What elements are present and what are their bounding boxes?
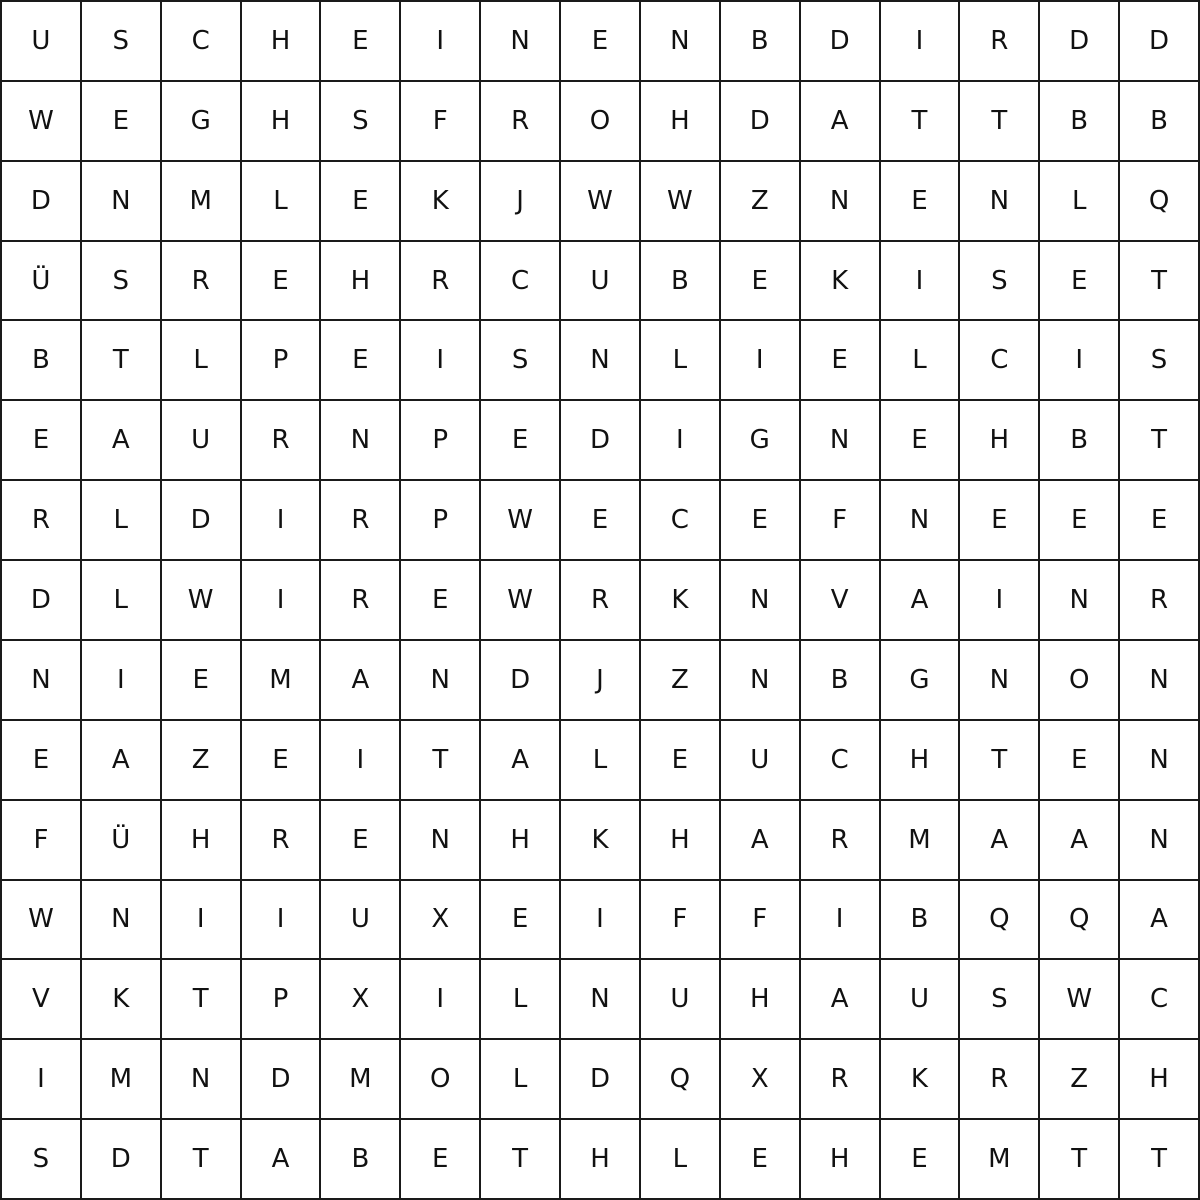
grid-cell-r13-c9[interactable]: U [641, 960, 721, 1040]
grid-cell-r3-c6[interactable]: K [401, 162, 481, 242]
grid-cell-r15-c10[interactable]: E [721, 1120, 801, 1200]
grid-cell-r2-c12[interactable]: T [881, 82, 961, 162]
grid-cell-r11-c11[interactable]: R [801, 801, 881, 881]
grid-cell-r11-c15[interactable]: N [1120, 801, 1200, 881]
grid-cell-r2-c9[interactable]: H [641, 82, 721, 162]
grid-cell-r15-c15[interactable]: T [1120, 1120, 1200, 1200]
grid-cell-r2-c13[interactable]: T [960, 82, 1040, 162]
grid-cell-r9-c3[interactable]: E [162, 641, 242, 721]
grid-cell-r13-c8[interactable]: N [561, 960, 641, 1040]
grid-cell-r2-c11[interactable]: A [801, 82, 881, 162]
grid-cell-r8-c10[interactable]: N [721, 561, 801, 641]
grid-cell-r1-c9[interactable]: N [641, 2, 721, 82]
grid-cell-r9-c10[interactable]: N [721, 641, 801, 721]
grid-cell-r15-c1[interactable]: S [2, 1120, 82, 1200]
grid-cell-r9-c8[interactable]: J [561, 641, 641, 721]
grid-cell-r6-c12[interactable]: E [881, 401, 961, 481]
grid-cell-r15-c13[interactable]: M [960, 1120, 1040, 1200]
grid-cell-r8-c12[interactable]: A [881, 561, 961, 641]
grid-cell-r4-c13[interactable]: S [960, 242, 1040, 322]
grid-cell-r11-c4[interactable]: R [242, 801, 322, 881]
grid-cell-r13-c5[interactable]: X [321, 960, 401, 1040]
grid-cell-r1-c1[interactable]: U [2, 2, 82, 82]
grid-cell-r8-c9[interactable]: K [641, 561, 721, 641]
grid-cell-r15-c5[interactable]: B [321, 1120, 401, 1200]
grid-cell-r2-c3[interactable]: G [162, 82, 242, 162]
grid-cell-r5-c14[interactable]: I [1040, 321, 1120, 401]
grid-cell-r2-c10[interactable]: D [721, 82, 801, 162]
grid-cell-r13-c15[interactable]: C [1120, 960, 1200, 1040]
grid-cell-r8-c7[interactable]: W [481, 561, 561, 641]
grid-cell-r11-c13[interactable]: A [960, 801, 1040, 881]
grid-cell-r12-c7[interactable]: E [481, 881, 561, 961]
grid-cell-r8-c2[interactable]: L [82, 561, 162, 641]
grid-cell-r12-c13[interactable]: Q [960, 881, 1040, 961]
grid-cell-r6-c1[interactable]: E [2, 401, 82, 481]
grid-cell-r3-c9[interactable]: W [641, 162, 721, 242]
grid-cell-r14-c14[interactable]: Z [1040, 1040, 1120, 1120]
grid-cell-r2-c6[interactable]: F [401, 82, 481, 162]
grid-cell-r7-c6[interactable]: P [401, 481, 481, 561]
grid-cell-r15-c6[interactable]: E [401, 1120, 481, 1200]
grid-cell-r11-c5[interactable]: E [321, 801, 401, 881]
grid-cell-r8-c3[interactable]: W [162, 561, 242, 641]
grid-cell-r14-c15[interactable]: H [1120, 1040, 1200, 1120]
grid-cell-r3-c10[interactable]: Z [721, 162, 801, 242]
grid-cell-r3-c4[interactable]: L [242, 162, 322, 242]
grid-cell-r6-c13[interactable]: H [960, 401, 1040, 481]
grid-cell-r10-c15[interactable]: N [1120, 721, 1200, 801]
grid-cell-r1-c8[interactable]: E [561, 2, 641, 82]
grid-cell-r11-c6[interactable]: N [401, 801, 481, 881]
grid-cell-r10-c13[interactable]: T [960, 721, 1040, 801]
grid-cell-r7-c15[interactable]: E [1120, 481, 1200, 561]
grid-cell-r13-c4[interactable]: P [242, 960, 322, 1040]
grid-cell-r8-c14[interactable]: N [1040, 561, 1120, 641]
grid-cell-r14-c7[interactable]: L [481, 1040, 561, 1120]
grid-cell-r9-c4[interactable]: M [242, 641, 322, 721]
grid-cell-r2-c5[interactable]: S [321, 82, 401, 162]
grid-cell-r2-c2[interactable]: E [82, 82, 162, 162]
grid-cell-r9-c5[interactable]: A [321, 641, 401, 721]
grid-cell-r3-c8[interactable]: W [561, 162, 641, 242]
grid-cell-r13-c6[interactable]: I [401, 960, 481, 1040]
grid-cell-r2-c15[interactable]: B [1120, 82, 1200, 162]
grid-cell-r15-c4[interactable]: A [242, 1120, 322, 1200]
grid-cell-r7-c4[interactable]: I [242, 481, 322, 561]
grid-cell-r6-c2[interactable]: A [82, 401, 162, 481]
grid-cell-r2-c14[interactable]: B [1040, 82, 1120, 162]
grid-cell-r7-c14[interactable]: E [1040, 481, 1120, 561]
grid-cell-r11-c9[interactable]: H [641, 801, 721, 881]
grid-cell-r10-c5[interactable]: I [321, 721, 401, 801]
grid-cell-r14-c9[interactable]: Q [641, 1040, 721, 1120]
grid-cell-r14-c12[interactable]: K [881, 1040, 961, 1120]
grid-cell-r12-c9[interactable]: F [641, 881, 721, 961]
grid-cell-r1-c13[interactable]: R [960, 2, 1040, 82]
grid-cell-r3-c3[interactable]: M [162, 162, 242, 242]
grid-cell-r13-c2[interactable]: K [82, 960, 162, 1040]
grid-cell-r4-c10[interactable]: E [721, 242, 801, 322]
grid-cell-r12-c5[interactable]: U [321, 881, 401, 961]
grid-cell-r12-c15[interactable]: A [1120, 881, 1200, 961]
grid-cell-r10-c8[interactable]: L [561, 721, 641, 801]
grid-cell-r9-c11[interactable]: B [801, 641, 881, 721]
grid-cell-r7-c13[interactable]: E [960, 481, 1040, 561]
grid-cell-r14-c10[interactable]: X [721, 1040, 801, 1120]
grid-cell-r4-c1[interactable]: Ü [2, 242, 82, 322]
grid-cell-r6-c15[interactable]: T [1120, 401, 1200, 481]
grid-cell-r6-c8[interactable]: D [561, 401, 641, 481]
grid-cell-r12-c4[interactable]: I [242, 881, 322, 961]
grid-cell-r11-c10[interactable]: A [721, 801, 801, 881]
grid-cell-r8-c11[interactable]: V [801, 561, 881, 641]
grid-cell-r7-c9[interactable]: C [641, 481, 721, 561]
grid-cell-r4-c3[interactable]: R [162, 242, 242, 322]
grid-cell-r9-c12[interactable]: G [881, 641, 961, 721]
grid-cell-r5-c2[interactable]: T [82, 321, 162, 401]
grid-cell-r8-c6[interactable]: E [401, 561, 481, 641]
grid-cell-r12-c6[interactable]: X [401, 881, 481, 961]
grid-cell-r12-c8[interactable]: I [561, 881, 641, 961]
grid-cell-r6-c10[interactable]: G [721, 401, 801, 481]
grid-cell-r5-c12[interactable]: L [881, 321, 961, 401]
grid-cell-r8-c1[interactable]: D [2, 561, 82, 641]
grid-cell-r6-c9[interactable]: I [641, 401, 721, 481]
grid-cell-r13-c11[interactable]: A [801, 960, 881, 1040]
grid-cell-r11-c12[interactable]: M [881, 801, 961, 881]
grid-cell-r3-c15[interactable]: Q [1120, 162, 1200, 242]
grid-cell-r4-c14[interactable]: E [1040, 242, 1120, 322]
grid-cell-r7-c7[interactable]: W [481, 481, 561, 561]
grid-cell-r4-c2[interactable]: S [82, 242, 162, 322]
grid-cell-r3-c12[interactable]: E [881, 162, 961, 242]
grid-cell-r10-c3[interactable]: Z [162, 721, 242, 801]
grid-cell-r3-c1[interactable]: D [2, 162, 82, 242]
grid-cell-r3-c5[interactable]: E [321, 162, 401, 242]
grid-cell-r15-c9[interactable]: L [641, 1120, 721, 1200]
grid-cell-r7-c2[interactable]: L [82, 481, 162, 561]
grid-cell-r12-c10[interactable]: F [721, 881, 801, 961]
grid-cell-r9-c15[interactable]: N [1120, 641, 1200, 721]
grid-cell-r6-c4[interactable]: R [242, 401, 322, 481]
grid-cell-r1-c2[interactable]: S [82, 2, 162, 82]
grid-cell-r6-c3[interactable]: U [162, 401, 242, 481]
grid-cell-r10-c14[interactable]: E [1040, 721, 1120, 801]
grid-cell-r1-c12[interactable]: I [881, 2, 961, 82]
grid-cell-r13-c13[interactable]: S [960, 960, 1040, 1040]
grid-cell-r5-c3[interactable]: L [162, 321, 242, 401]
grid-cell-r9-c1[interactable]: N [2, 641, 82, 721]
grid-cell-r11-c8[interactable]: K [561, 801, 641, 881]
grid-cell-r9-c7[interactable]: D [481, 641, 561, 721]
grid-cell-r11-c3[interactable]: H [162, 801, 242, 881]
grid-cell-r13-c1[interactable]: V [2, 960, 82, 1040]
grid-cell-r2-c7[interactable]: R [481, 82, 561, 162]
grid-cell-r7-c8[interactable]: E [561, 481, 641, 561]
grid-cell-r5-c4[interactable]: P [242, 321, 322, 401]
grid-cell-r14-c6[interactable]: O [401, 1040, 481, 1120]
grid-cell-r1-c4[interactable]: H [242, 2, 322, 82]
grid-cell-r6-c7[interactable]: E [481, 401, 561, 481]
grid-cell-r11-c7[interactable]: H [481, 801, 561, 881]
grid-cell-r12-c12[interactable]: B [881, 881, 961, 961]
grid-cell-r11-c2[interactable]: Ü [82, 801, 162, 881]
grid-cell-r13-c3[interactable]: T [162, 960, 242, 1040]
grid-cell-r15-c7[interactable]: T [481, 1120, 561, 1200]
grid-cell-r15-c14[interactable]: T [1040, 1120, 1120, 1200]
grid-cell-r10-c4[interactable]: E [242, 721, 322, 801]
grid-cell-r7-c11[interactable]: F [801, 481, 881, 561]
grid-cell-r3-c11[interactable]: N [801, 162, 881, 242]
grid-cell-r10-c11[interactable]: C [801, 721, 881, 801]
grid-cell-r1-c11[interactable]: D [801, 2, 881, 82]
grid-cell-r12-c14[interactable]: Q [1040, 881, 1120, 961]
grid-cell-r6-c6[interactable]: P [401, 401, 481, 481]
grid-cell-r15-c8[interactable]: H [561, 1120, 641, 1200]
grid-cell-r10-c7[interactable]: A [481, 721, 561, 801]
grid-cell-r4-c5[interactable]: H [321, 242, 401, 322]
grid-cell-r12-c1[interactable]: W [2, 881, 82, 961]
grid-cell-r14-c1[interactable]: I [2, 1040, 82, 1120]
grid-cell-r15-c11[interactable]: H [801, 1120, 881, 1200]
grid-cell-r15-c12[interactable]: E [881, 1120, 961, 1200]
grid-cell-r13-c12[interactable]: U [881, 960, 961, 1040]
grid-cell-r5-c13[interactable]: C [960, 321, 1040, 401]
grid-cell-r1-c3[interactable]: C [162, 2, 242, 82]
grid-cell-r14-c8[interactable]: D [561, 1040, 641, 1120]
grid-cell-r10-c1[interactable]: E [2, 721, 82, 801]
grid-cell-r3-c2[interactable]: N [82, 162, 162, 242]
grid-cell-r5-c6[interactable]: I [401, 321, 481, 401]
grid-cell-r15-c3[interactable]: T [162, 1120, 242, 1200]
grid-cell-r5-c9[interactable]: L [641, 321, 721, 401]
grid-cell-r13-c7[interactable]: L [481, 960, 561, 1040]
grid-cell-r4-c6[interactable]: R [401, 242, 481, 322]
grid-cell-r12-c3[interactable]: I [162, 881, 242, 961]
grid-cell-r4-c7[interactable]: C [481, 242, 561, 322]
grid-cell-r7-c1[interactable]: R [2, 481, 82, 561]
grid-cell-r8-c15[interactable]: R [1120, 561, 1200, 641]
grid-cell-r2-c4[interactable]: H [242, 82, 322, 162]
grid-cell-r5-c11[interactable]: E [801, 321, 881, 401]
grid-cell-r1-c10[interactable]: B [721, 2, 801, 82]
grid-cell-r5-c8[interactable]: N [561, 321, 641, 401]
grid-cell-r12-c2[interactable]: N [82, 881, 162, 961]
grid-cell-r10-c12[interactable]: H [881, 721, 961, 801]
grid-cell-r10-c9[interactable]: E [641, 721, 721, 801]
grid-cell-r7-c10[interactable]: E [721, 481, 801, 561]
grid-cell-r14-c11[interactable]: R [801, 1040, 881, 1120]
grid-cell-r9-c13[interactable]: N [960, 641, 1040, 721]
grid-cell-r6-c14[interactable]: B [1040, 401, 1120, 481]
grid-cell-r10-c6[interactable]: T [401, 721, 481, 801]
grid-cell-r4-c15[interactable]: T [1120, 242, 1200, 322]
grid-cell-r4-c4[interactable]: E [242, 242, 322, 322]
grid-cell-r7-c12[interactable]: N [881, 481, 961, 561]
grid-cell-r4-c9[interactable]: B [641, 242, 721, 322]
grid-cell-r14-c2[interactable]: M [82, 1040, 162, 1120]
grid-cell-r12-c11[interactable]: I [801, 881, 881, 961]
grid-cell-r7-c5[interactable]: R [321, 481, 401, 561]
grid-cell-r4-c11[interactable]: K [801, 242, 881, 322]
grid-cell-r2-c8[interactable]: O [561, 82, 641, 162]
grid-cell-r3-c13[interactable]: N [960, 162, 1040, 242]
grid-cell-r5-c1[interactable]: B [2, 321, 82, 401]
grid-cell-r8-c4[interactable]: I [242, 561, 322, 641]
grid-cell-r7-c3[interactable]: D [162, 481, 242, 561]
grid-cell-r11-c14[interactable]: A [1040, 801, 1120, 881]
grid-cell-r3-c14[interactable]: L [1040, 162, 1120, 242]
grid-cell-r1-c6[interactable]: I [401, 2, 481, 82]
grid-cell-r5-c5[interactable]: E [321, 321, 401, 401]
grid-cell-r9-c6[interactable]: N [401, 641, 481, 721]
grid-cell-r14-c13[interactable]: R [960, 1040, 1040, 1120]
grid-cell-r13-c14[interactable]: W [1040, 960, 1120, 1040]
grid-cell-r13-c10[interactable]: H [721, 960, 801, 1040]
grid-cell-r5-c15[interactable]: S [1120, 321, 1200, 401]
grid-cell-r3-c7[interactable]: J [481, 162, 561, 242]
grid-cell-r9-c9[interactable]: Z [641, 641, 721, 721]
grid-cell-r5-c10[interactable]: I [721, 321, 801, 401]
grid-cell-r1-c14[interactable]: D [1040, 2, 1120, 82]
grid-cell-r8-c5[interactable]: R [321, 561, 401, 641]
grid-cell-r14-c4[interactable]: D [242, 1040, 322, 1120]
grid-cell-r1-c7[interactable]: N [481, 2, 561, 82]
grid-cell-r6-c5[interactable]: N [321, 401, 401, 481]
grid-cell-r6-c11[interactable]: N [801, 401, 881, 481]
grid-cell-r10-c2[interactable]: A [82, 721, 162, 801]
grid-cell-r8-c13[interactable]: I [960, 561, 1040, 641]
grid-cell-r8-c8[interactable]: R [561, 561, 641, 641]
grid-cell-r1-c5[interactable]: E [321, 2, 401, 82]
grid-cell-r4-c8[interactable]: U [561, 242, 641, 322]
grid-cell-r10-c10[interactable]: U [721, 721, 801, 801]
grid-cell-r1-c15[interactable]: D [1120, 2, 1200, 82]
grid-cell-r9-c2[interactable]: I [82, 641, 162, 721]
grid-cell-r11-c1[interactable]: F [2, 801, 82, 881]
grid-cell-r4-c12[interactable]: I [881, 242, 961, 322]
grid-cell-r14-c3[interactable]: N [162, 1040, 242, 1120]
grid-cell-r9-c14[interactable]: O [1040, 641, 1120, 721]
grid-cell-r2-c1[interactable]: W [2, 82, 82, 162]
grid-cell-r14-c5[interactable]: M [321, 1040, 401, 1120]
grid-cell-r5-c7[interactable]: S [481, 321, 561, 401]
grid-cell-r15-c2[interactable]: D [82, 1120, 162, 1200]
